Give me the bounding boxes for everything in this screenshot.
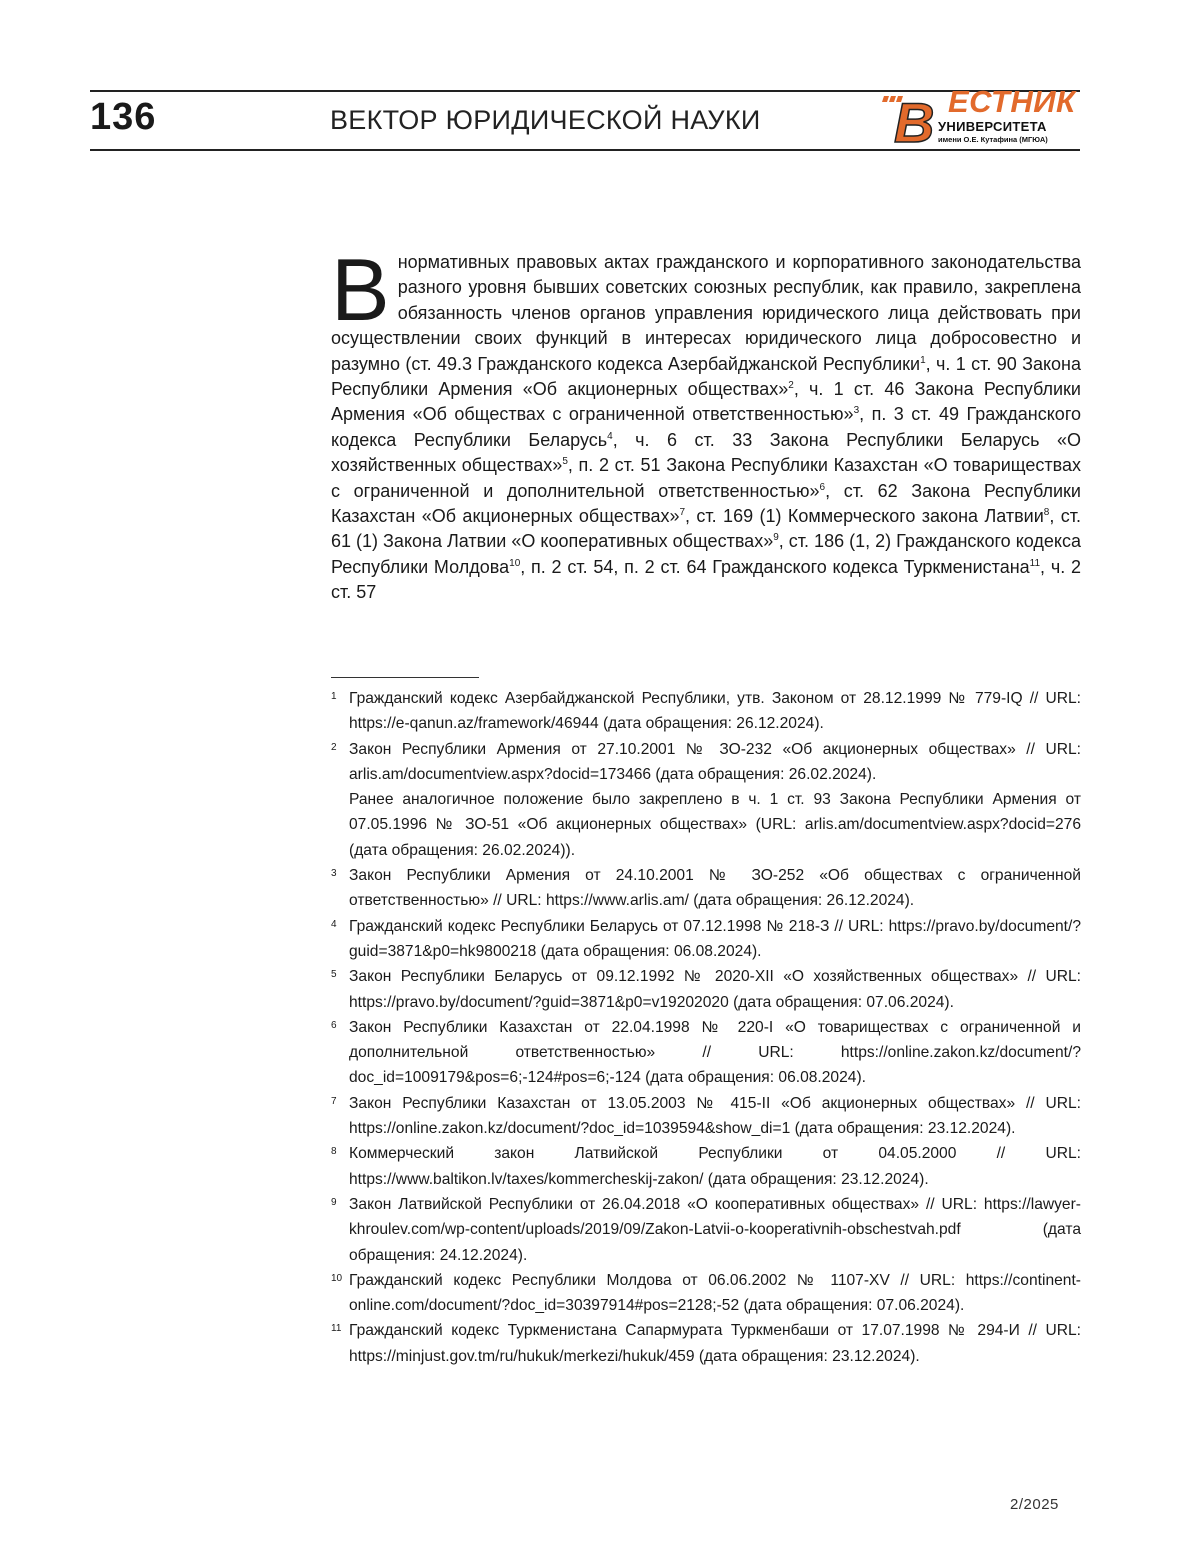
footnote-text: Гражданский кодекс Азербайджанской Республики, утв. Законом от 28.12.1999 № 779-IQ // URL: https://e-qanun.az/framework/46944 (дата обращения: 26.12.2024). bbox=[349, 690, 1081, 732]
footnote-number: 5 bbox=[331, 962, 337, 987]
body-text-run: , ч. 1 ст. 46 Закона Республики Армения «Об обществах с ограниченной ответственностью» bbox=[331, 379, 1081, 424]
article-body bbox=[331, 250, 1081, 606]
footnote-text: Гражданский кодекс Республики Молдова от 06.06.2002 № 1107-XV // URL: https://continent-online.com/document/?doc_id=30397914#pos=2128;-52 (дата обращения: 07.06.2024). bbox=[349, 1272, 1081, 1314]
body-text-run: , ч. 2 ст. 57 bbox=[331, 557, 1081, 602]
footnote-item bbox=[331, 686, 1081, 737]
footnote-ref[interactable]: 1 bbox=[920, 355, 926, 366]
footnote-text: Закон Республики Казахстан от 13.05.2003 № 415-II «Об акционерных обществах» // URL: https://online.zakon.kz/document/?doc_id=1039594&show_di=1 (дата обращения: 23.12.2024). bbox=[349, 1095, 1081, 1137]
footnote-text: Коммерческий закон Латвийской Республики от 04.05.2000 // URL: https://www.baltikon.lv/taxes/kommercheskij-zakon/ (дата обращения: 23.12.2024). bbox=[349, 1145, 1081, 1187]
footnote-extra-text: Ранее аналогичное положение было закреплено в ч. 1 ст. 93 Закона Республики Армения от 07.05.1996 № ЗО-51 «Об акционерных обществах» (URL: arlis.am/documentview.aspx?docid=276 (дата обращения: 26.02.2024)). bbox=[349, 787, 1081, 863]
footnote-ref[interactable]: 3 bbox=[854, 405, 860, 416]
footnote-text: Закон Республики Армения от 27.10.2001 № ЗО-232 «Об акционерных обществах» // URL: arlis.am/documentview.aspx?docid=173466 (дата обращения: 26.02.2024). bbox=[349, 741, 1081, 783]
body-text-run: , ч. 6 ст. 33 Закона Республики Беларусь «О хозяйственных обществах» bbox=[331, 430, 1081, 475]
footnotes-list bbox=[331, 686, 1081, 1369]
footnote-text: Гражданский кодекс Республики Беларусь от 07.12.1998 № 218-З // URL: https://pravo.by/document/?guid=3871&p0=hk9800218 (дата обращения: 06.08.2024). bbox=[349, 918, 1081, 960]
footnote-number: 3 bbox=[331, 861, 337, 886]
body-text-run: , ст. 62 Закона Республики Казахстан «Об акционерных обществах» bbox=[331, 481, 1081, 526]
body-text-run: нормативных правовых актах гражданского и корпоративного законодательства разного уровня бывших советских союзных республик, как правило, закреплена обязанность членов органов управления юридического лица действовать при осуществлении своих функций в интересах юридического лица добросовестно и разумно (ст. 49.3 Гражданского кодекса Азербайджанской Республики bbox=[331, 252, 1081, 374]
footnote-number: 9 bbox=[331, 1190, 337, 1215]
body-text-run: , п. 2 ст. 51 Закона Республики Казахстан «О товариществах с ограниченной и дополнительной ответственностью» bbox=[331, 455, 1081, 500]
body-text-run: , п. 3 ст. 49 Гражданского кодекса Республики Беларусь bbox=[331, 404, 1081, 449]
footnote-item bbox=[331, 1192, 1081, 1268]
footnote-ref[interactable]: 5 bbox=[562, 456, 568, 467]
footnote-item bbox=[331, 914, 1081, 965]
footnote-text: Закон Республики Армения от 24.10.2001 № ЗО-252 «Об обществах с ограниченной ответственностью» // URL: https://www.arlis.am/ (дата обращения: 26.12.2024). bbox=[349, 867, 1081, 909]
body-text-run: , ст. 169 (1) Коммерческого закона Латвии bbox=[685, 506, 1044, 526]
footnote-text: Закон Республики Беларусь от 09.12.1992 № 2020-XII «О хозяйственных обществах» // URL: https://pravo.by/document/?guid=3871&p0=v19202020 (дата обращения: 07.06.2024). bbox=[349, 968, 1081, 1010]
body-text-run: , ст. 186 (1, 2) Гражданского кодекса Республики Молдова bbox=[331, 531, 1081, 576]
footnote-separator bbox=[331, 677, 479, 678]
footnote-text: Закон Республики Казахстан от 22.04.1998 № 220-I «О товариществах с ограниченной и дополнительной ответственностью» // URL: https://online.zakon.kz/document/?doc_id=1009179&pos=6;-124#pos=6;-124 (дата обращения: 06.08.2024). bbox=[349, 1019, 1081, 1087]
header-bottom-rule bbox=[90, 149, 1080, 151]
footnote-item bbox=[331, 737, 1081, 863]
footnote-number: 1 bbox=[331, 684, 337, 709]
logo-line-2: имени О.Е. Кутафина (МГЮА) bbox=[938, 135, 1048, 144]
body-paragraph bbox=[331, 252, 1081, 602]
footnote-item bbox=[331, 863, 1081, 914]
footnote-ref[interactable]: 11 bbox=[1030, 558, 1040, 569]
logo-line-1: УНИВЕРСИТЕТА bbox=[938, 119, 1047, 134]
footnote-number: 10 bbox=[331, 1266, 342, 1291]
footnote-number: 4 bbox=[331, 912, 337, 937]
footnote-number: 11 bbox=[331, 1316, 341, 1341]
svg-text:В: В bbox=[894, 91, 934, 148]
footnote-ref[interactable]: 4 bbox=[607, 431, 613, 442]
journal-logo bbox=[880, 88, 1080, 148]
issue-number: 2/2025 bbox=[1010, 1496, 1059, 1513]
footnote-number: 8 bbox=[331, 1139, 337, 1164]
body-text-run: , ч. 1 ст. 90 Закона Республики Армения «Об акционерных обществах» bbox=[331, 354, 1081, 399]
logo-word: ЕСТНИК bbox=[948, 84, 1076, 120]
body-text-run: , п. 2 ст. 54, п. 2 ст. 64 Гражданского кодекса Туркменистана bbox=[520, 557, 1029, 577]
footnote-item bbox=[331, 1141, 1081, 1192]
body-text-run: , ст. 61 (1) Закона Латвии «О кооперативных обществах» bbox=[331, 506, 1081, 551]
footnote-ref[interactable]: 6 bbox=[820, 482, 826, 493]
page-number: 136 bbox=[90, 96, 156, 139]
footnote-ref[interactable]: 8 bbox=[1044, 507, 1050, 518]
footnote-ref[interactable]: 7 bbox=[679, 507, 685, 518]
footnote-number: 7 bbox=[331, 1089, 337, 1114]
footnote-item bbox=[331, 1015, 1081, 1091]
footnote-text: Гражданский кодекс Туркменистана Сапармурата Туркменбаши от 17.07.1998 № 294-И // URL: https://minjust.gov.tm/ru/hukuk/merkezi/hukuk/459 (дата обращения: 23.12.2024). bbox=[349, 1322, 1081, 1364]
footnote-number: 2 bbox=[331, 735, 337, 760]
footnote-item bbox=[331, 964, 1081, 1015]
drop-cap: В bbox=[331, 256, 390, 324]
footnote-number: 6 bbox=[331, 1013, 337, 1038]
footnote-ref[interactable]: 10 bbox=[509, 558, 520, 569]
footnote-item bbox=[331, 1318, 1081, 1369]
journal-title: ВЕКТОР ЮРИДИЧЕСКОЙ НАУКИ bbox=[330, 105, 761, 136]
footnote-ref[interactable]: 2 bbox=[788, 380, 794, 391]
footnote-item bbox=[331, 1268, 1081, 1319]
footnote-item bbox=[331, 1091, 1081, 1142]
footnote-ref[interactable]: 9 bbox=[773, 532, 779, 543]
footnote-text: Закон Латвийской Республики от 26.04.2018 «О кооперативных обществах» // URL: https://lawyer-khroulev.com/wp-content/uploads/2019/09/Zakon-Latvii-o-kooperativnih-obschestvah.pdf (дата обращения: 24.12.2024). bbox=[349, 1196, 1081, 1264]
